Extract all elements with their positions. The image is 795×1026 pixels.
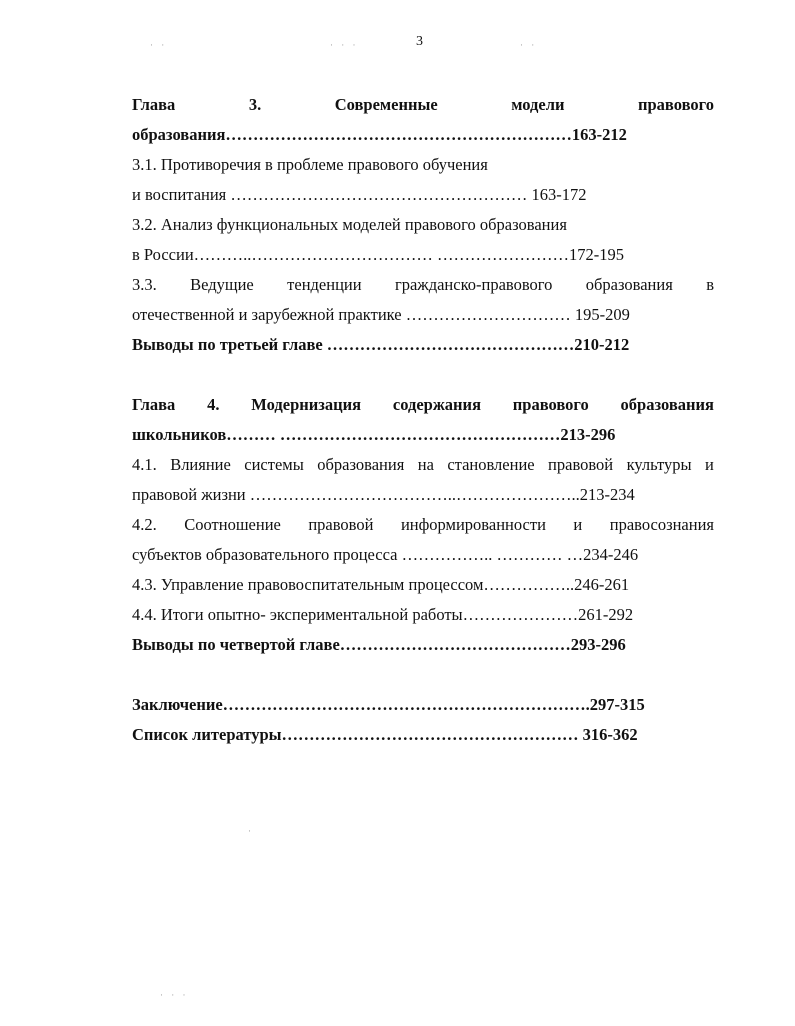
heading-word: содержания — [392, 395, 481, 414]
section-3-3-pages[interactable]: отечественной и зарубежной практике ………………………… 195-209 — [132, 305, 630, 324]
bibliography-entry[interactable]: Список литературы……………………………………………… 316-362 — [132, 725, 638, 744]
heading-word: правового — [512, 395, 589, 414]
section-word: правосознания — [609, 515, 714, 534]
table-of-contents — [132, 90, 714, 750]
section-word: и — [705, 455, 714, 474]
section-word: системы — [244, 455, 304, 474]
heading-word: модели — [511, 95, 565, 114]
section-word: Соотношение — [184, 515, 281, 534]
scan-noise: · · — [150, 40, 168, 50]
heading-word: 4. — [207, 395, 220, 414]
scan-noise: · · · — [160, 990, 189, 1000]
chapter-3-heading-pages[interactable]: образования………………………………………………………163-212 — [132, 125, 627, 144]
section-4-4[interactable]: 4.4. Итоги опытно- экспериментальной работы…………………261-292 — [132, 605, 634, 624]
conclusion-entry[interactable]: Заключение………………………………………………………….297-315 — [132, 695, 645, 714]
section-3-1-pages[interactable]: и воспитания ……………………………………………… 163-172 — [132, 185, 587, 204]
section-word: гражданско-правового — [394, 275, 553, 294]
heading-word: Модернизация — [251, 395, 362, 414]
section-gap — [132, 360, 714, 390]
section-4-3[interactable]: 4.3. Управление правовоспитательным процессом……………..246-261 — [132, 575, 630, 594]
section-4-2-title[interactable] — [132, 510, 714, 540]
section-word: образования — [585, 275, 673, 294]
page-number: 3 — [416, 34, 423, 49]
section-3-2-pages[interactable]: в России………..…………………………… ……………………172-195 — [132, 245, 625, 264]
scan-noise: · · — [520, 40, 538, 50]
section-word: информированности — [400, 515, 546, 534]
section-word: образования — [317, 455, 405, 474]
section-word: культуры — [626, 455, 692, 474]
scan-noise: · — [248, 826, 254, 836]
heading-word: Современные — [334, 95, 438, 114]
heading-word: Глава — [132, 95, 176, 114]
section-3-1-title[interactable]: 3.1. Противоречия в проблеме правового обучения — [132, 155, 488, 174]
section-word: 3.3. — [132, 275, 157, 294]
section-word: Ведущие — [190, 275, 254, 294]
section-word: правовой — [548, 455, 614, 474]
chapter-4-conclusions[interactable]: Выводы по четвертой главе……………………………………293-296 — [132, 635, 626, 654]
scan-noise: · · · — [330, 40, 359, 50]
section-3-2-title[interactable]: 3.2. Анализ функциональных моделей правового образования — [132, 215, 567, 234]
chapter-4-heading-pages[interactable]: школьников……… ……………………………………………213-296 — [132, 425, 616, 444]
section-4-1-pages[interactable]: правовой жизни ………………………………..…………………..213-234 — [132, 485, 635, 504]
section-4-2-pages[interactable]: субъектов образовательного процесса …………….. ………… …234-246 — [132, 545, 639, 564]
section-word: 4.2. — [132, 515, 157, 534]
chapter-3-heading[interactable] — [132, 90, 714, 120]
section-word: 4.1. — [132, 455, 157, 474]
chapter-4-heading[interactable] — [132, 390, 714, 420]
section-3-3-title[interactable] — [132, 270, 714, 300]
section-gap — [132, 660, 714, 690]
section-word: Влияние — [170, 455, 231, 474]
heading-word: Глава — [132, 395, 176, 414]
section-4-1-title[interactable] — [132, 450, 714, 480]
chapter-3-conclusions[interactable]: Выводы по третьей главе ………………………………………210-212 — [132, 335, 630, 354]
heading-word: правового — [638, 95, 714, 114]
heading-word: 3. — [248, 95, 262, 114]
section-word: на — [417, 455, 434, 474]
section-word: и — [573, 515, 583, 534]
section-word: правовой — [308, 515, 374, 534]
heading-word: образования — [620, 395, 714, 414]
section-word: тенденции — [287, 275, 362, 294]
section-word: в — [706, 275, 714, 294]
section-word: становление — [447, 455, 535, 474]
